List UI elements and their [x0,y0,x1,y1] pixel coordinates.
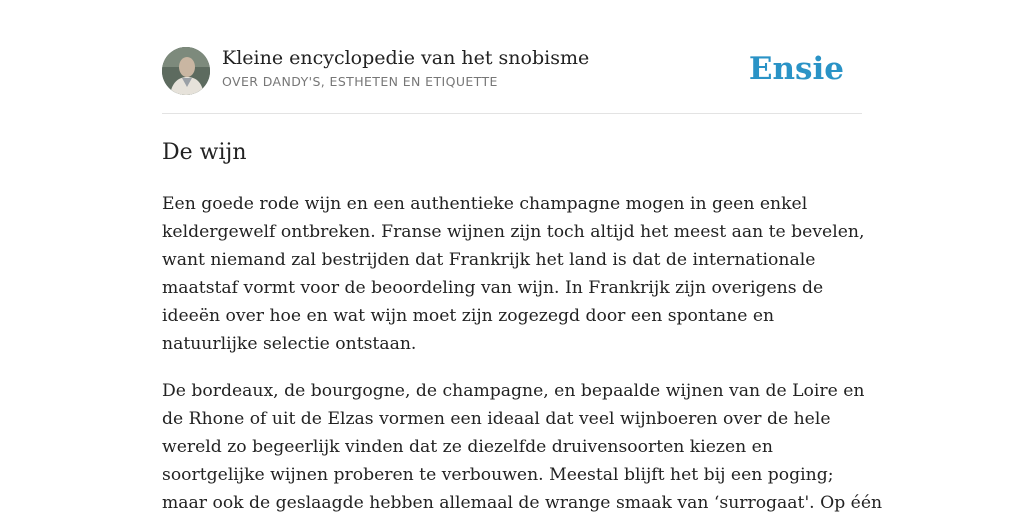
site-header [162,46,862,96]
text-line: De bordeaux, de bourgogne, de champagne, en bepaalde wijnen van de Loire en [162,381,865,401]
text-line: keldergewelf ontbreken. Franse wijnen zijn toch altijd het meest aan te bevelen, [162,222,865,242]
text-line: Een goede rode wijn en een authentieke champagne mogen in geen enkel [162,194,808,214]
article-title: De wijn [162,140,247,165]
text-line: soortgelijke wijnen proberen te verbouwen. Meestal blijft het bij een poging; [162,465,834,485]
text-line: de Rhone of uit de Elzas vormen een ideaal dat veel wijnboeren over de hele [162,409,831,429]
article-body [162,190,883,512]
header-divider [162,113,862,114]
text-line: want niemand zal bestrijden dat Frankrijk het land is dat de internationale [162,250,816,270]
paragraph-1 [162,190,865,358]
avatar-portrait-image [162,47,210,95]
text-line: wereld zo begeerlijk vinden dat ze diezelfde druivensoorten kiezen en [162,437,773,457]
paragraph-2 [162,377,883,512]
text-line: maar ook de geslaagde hebben allemaal de wrange smaak van ‘surrogaat'. Op één [162,493,883,512]
avatar[interactable] [162,47,210,95]
site-title[interactable]: Kleine encyclopedie van het snobisme [222,47,590,69]
text-line: maatstaf vormt voor de beoordeling van wijn. In Frankrijk zijn overigens de [162,278,824,298]
site-subtitle: OVER DANDY'S, ESTHETEN EN ETIQUETTE [222,74,498,89]
text-line: ideeën over hoe en wat wijn moet zijn zogezegd door een spontane en [162,306,775,326]
brand-logo[interactable]: Ensie [748,51,844,87]
text-line: natuurlijke selectie ontstaan. [162,334,417,354]
